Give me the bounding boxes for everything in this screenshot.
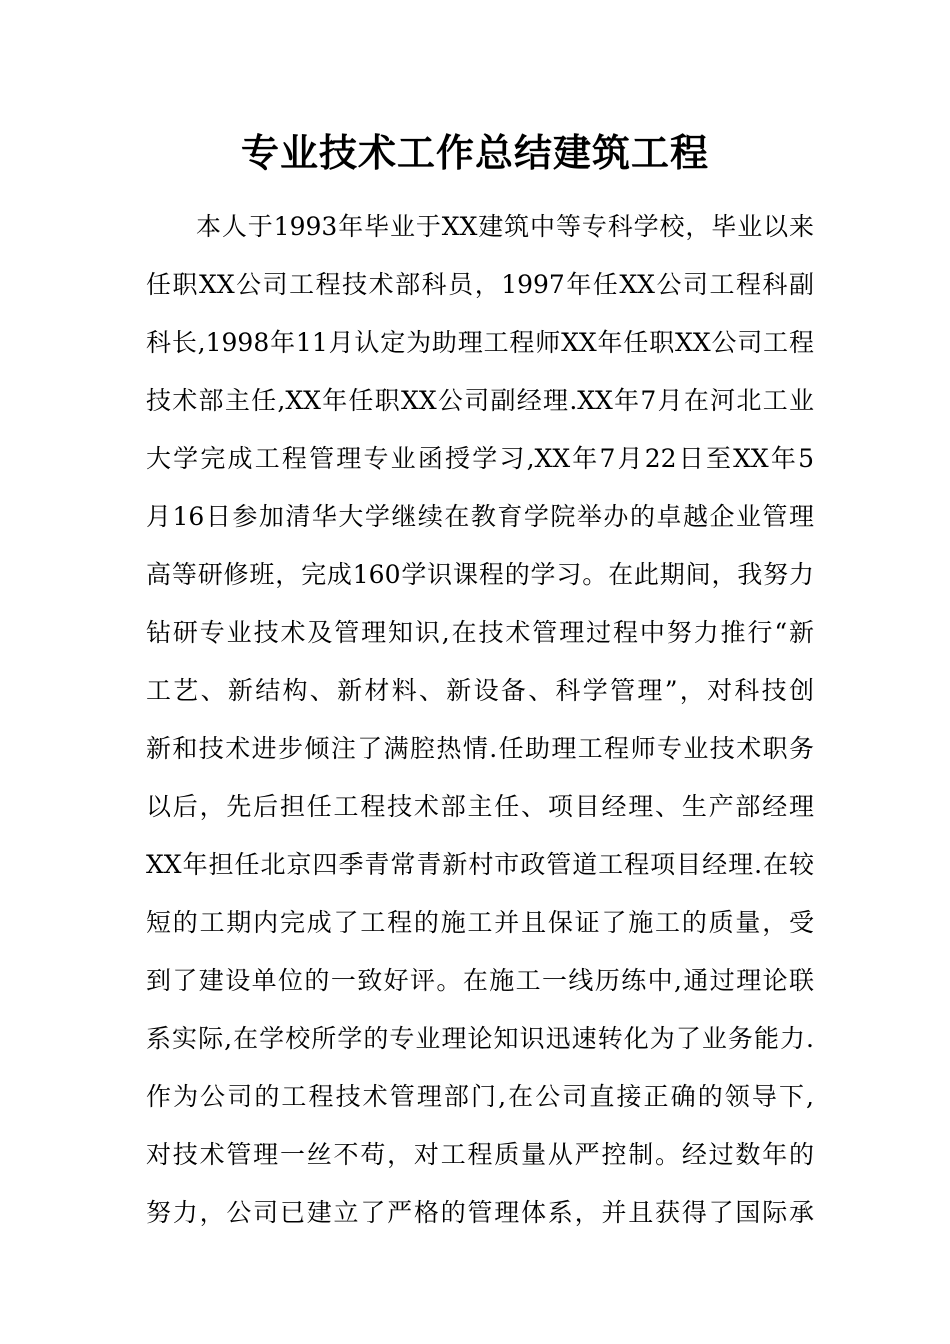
body-line: 科长,1998年11月认定为助理工程师XX年任职XX公司工程 [146,328,814,357]
body-line: 作为公司的工程技术管理部门,在公司直接正确的领导下, [146,1082,814,1111]
body-line: 系实际,在学校所学的专业理论知识迅速转化为了业务能力. [146,1024,814,1053]
body-line: 以后，先后担任工程技术部主任、项目经理、生产部经理 [146,792,814,821]
body-line: 高等研修班，完成160学识课程的学习。在此期间，我努力 [146,560,814,589]
body-line: XX年担任北京四季青常青新村市政管道工程项目经理.在较 [146,850,814,879]
body-line: 钻研专业技术及管理知识,在技术管理过程中努力推行“新 [146,618,814,647]
body-line: 对技术管理一丝不苟，对工程质量从严控制。经过数年的 [146,1140,814,1169]
body-line: 本人于1993年毕业于XX建筑中等专科学校，毕业以来 [196,212,814,241]
body-line: 努力，公司已建立了严格的管理体系，并且获得了国际承 [146,1198,814,1227]
document-title: 专业技术工作总结建筑工程 [240,130,709,175]
body-line: 大学完成工程管理专业函授学习,XX年7月22日至XX年5 [146,444,814,473]
body-line: 月16日参加清华大学继续在教育学院举办的卓越企业管理 [146,502,814,531]
body-line: 新和技术进步倾注了满腔热情.任助理工程师专业技术职务 [146,734,814,763]
body-line: 任职XX公司工程技术部科员，1997年任XX公司工程科副 [146,270,814,299]
body-line: 工艺、新结构、新材料、新设备、科学管理”，对科技创 [146,676,814,705]
body-line: 技术部主任,XX年任职XX公司副经理.XX年7月在河北工业 [146,386,814,415]
body-line: 短的工期内完成了工程的施工并且保证了施工的质量，受 [146,908,814,937]
body-line: 到了建设单位的一致好评。在施工一线历练中,通过理论联 [146,966,814,995]
